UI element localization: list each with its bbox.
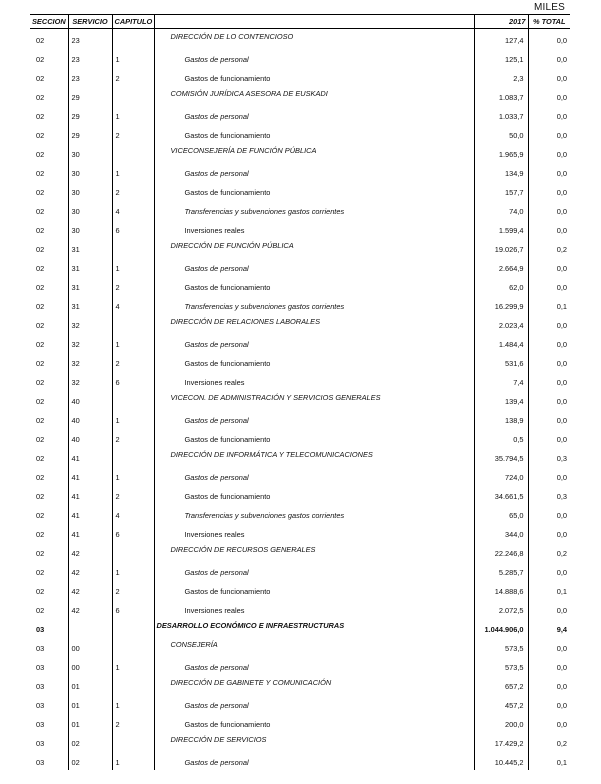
cell-pct-total: 0,0 xyxy=(528,428,570,447)
table-row xyxy=(30,580,570,599)
cell-pct-total: 0,0 xyxy=(528,162,570,181)
table-row xyxy=(30,599,570,618)
cell-capitulo xyxy=(112,618,154,637)
cell-seccion: 02 xyxy=(36,434,45,444)
cell-pct-total: 0,1 xyxy=(528,295,570,314)
cell-seccion: 03 xyxy=(36,643,45,653)
cell-seccion: 02 xyxy=(36,358,45,368)
cell-description: CONSEJERÍA xyxy=(154,637,474,656)
cell-capitulo: 1 xyxy=(112,48,154,67)
cell-capitulo: 1 xyxy=(112,751,154,770)
cell-seccion: 02 xyxy=(36,111,45,121)
cell-amount: 74,0 xyxy=(474,200,528,219)
cell-capitulo: 4 xyxy=(112,295,154,314)
table-row xyxy=(30,238,570,257)
table-row xyxy=(30,561,570,580)
cell-seccion: 02 xyxy=(36,529,45,539)
cell-pct-total: 9,4 xyxy=(528,618,570,637)
table-row xyxy=(30,29,570,48)
cell-description: Gastos de funcionamiento xyxy=(154,428,474,447)
cell-capitulo xyxy=(112,675,154,694)
header-capitulo: CAPITULO xyxy=(112,14,154,29)
cell-servicio: 31 xyxy=(68,276,112,295)
cell-seccion: 03 xyxy=(36,662,45,672)
cell-seccion: 02 xyxy=(36,168,45,178)
cell-pct-total: 0,0 xyxy=(528,124,570,143)
cell-capitulo: 6 xyxy=(112,219,154,238)
cell-description: DIRECCIÓN DE INFORMÁTICA Y TELECOMUNICACIONES xyxy=(154,447,474,466)
cell-seccion: 02 xyxy=(36,415,45,425)
cell-servicio: 30 xyxy=(68,200,112,219)
cell-pct-total: 0,0 xyxy=(528,694,570,713)
cell-capitulo: 6 xyxy=(112,371,154,390)
cell-description: DESARROLLO ECONÓMICO E INFRAESTRUCTURAS xyxy=(154,618,474,637)
cell-servicio: 00 xyxy=(68,656,112,675)
cell-pct-total: 0,2 xyxy=(528,542,570,561)
cell-seccion: 02 xyxy=(36,149,45,159)
cell-pct-total: 0,3 xyxy=(528,447,570,466)
cell-servicio: 32 xyxy=(68,333,112,352)
cell-pct-total: 0,0 xyxy=(528,352,570,371)
table-row xyxy=(30,257,570,276)
cell-description: Gastos de funcionamiento xyxy=(154,124,474,143)
cell-amount: 1.599,4 xyxy=(474,219,528,238)
cell-servicio: 29 xyxy=(68,86,112,105)
cell-seccion: 02 xyxy=(36,263,45,273)
table-row xyxy=(30,200,570,219)
unit-label: MILES xyxy=(533,2,565,13)
cell-description: DIRECCIÓN DE RELACIONES LABORALES xyxy=(154,314,474,333)
cell-capitulo: 2 xyxy=(112,580,154,599)
cell-amount: 127,4 xyxy=(474,29,528,48)
cell-seccion: 02 xyxy=(36,301,45,311)
cell-description: DIRECCIÓN DE RECURSOS GENERALES xyxy=(154,542,474,561)
cell-description: Transferencias y subvenciones gastos corrientes xyxy=(154,504,474,523)
cell-servicio: 30 xyxy=(68,162,112,181)
cell-seccion: 02 xyxy=(36,35,45,45)
cell-pct-total: 0,0 xyxy=(528,257,570,276)
cell-servicio: 29 xyxy=(68,105,112,124)
table-row xyxy=(30,124,570,143)
cell-description: Gastos de personal xyxy=(154,257,474,276)
cell-description: Gastos de personal xyxy=(154,333,474,352)
cell-amount: 1.044.906,0 xyxy=(474,618,528,637)
cell-amount: 134,9 xyxy=(474,162,528,181)
table-row xyxy=(30,656,570,675)
cell-capitulo: 2 xyxy=(112,276,154,295)
table-row xyxy=(30,409,570,428)
cell-pct-total: 0,3 xyxy=(528,485,570,504)
cell-capitulo xyxy=(112,314,154,333)
cell-servicio: 23 xyxy=(68,48,112,67)
table-row xyxy=(30,333,570,352)
table-row xyxy=(30,675,570,694)
cell-pct-total: 0,0 xyxy=(528,713,570,732)
cell-seccion: 03 xyxy=(36,624,45,634)
header-description xyxy=(154,14,474,29)
cell-servicio: 23 xyxy=(68,29,112,48)
table-row xyxy=(30,618,570,637)
table-row xyxy=(30,751,570,770)
cell-capitulo xyxy=(112,637,154,656)
cell-servicio: 41 xyxy=(68,523,112,542)
cell-amount: 1.484,4 xyxy=(474,333,528,352)
cell-seccion: 02 xyxy=(36,54,45,64)
cell-amount: 157,7 xyxy=(474,181,528,200)
cell-servicio: 00 xyxy=(68,637,112,656)
cell-amount: 2.023,4 xyxy=(474,314,528,333)
cell-pct-total: 0,0 xyxy=(528,105,570,124)
cell-capitulo: 2 xyxy=(112,428,154,447)
cell-servicio: 41 xyxy=(68,504,112,523)
cell-servicio: 42 xyxy=(68,580,112,599)
cell-amount: 724,0 xyxy=(474,466,528,485)
cell-seccion: 02 xyxy=(36,605,45,615)
cell-description: DIRECCIÓN DE GABINETE Y COMUNICACIÓN xyxy=(154,675,474,694)
cell-servicio: 23 xyxy=(68,67,112,86)
table-row xyxy=(30,390,570,409)
cell-servicio: 40 xyxy=(68,428,112,447)
table-row xyxy=(30,162,570,181)
cell-amount: 50,0 xyxy=(474,124,528,143)
cell-seccion: 02 xyxy=(36,377,45,387)
cell-description: Inversiones reales xyxy=(154,523,474,542)
cell-servicio: 42 xyxy=(68,599,112,618)
cell-servicio: 32 xyxy=(68,352,112,371)
cell-description: Gastos de personal xyxy=(154,694,474,713)
table-row xyxy=(30,105,570,124)
cell-seccion: 02 xyxy=(36,320,45,330)
cell-amount: 1.033,7 xyxy=(474,105,528,124)
cell-pct-total: 0,0 xyxy=(528,314,570,333)
cell-capitulo xyxy=(112,447,154,466)
cell-pct-total: 0,0 xyxy=(528,504,570,523)
cell-amount: 22.246,8 xyxy=(474,542,528,561)
cell-description: Inversiones reales xyxy=(154,599,474,618)
header-servicio: SERVICIO xyxy=(68,14,112,29)
cell-description: Gastos de funcionamiento xyxy=(154,67,474,86)
cell-amount: 34.661,5 xyxy=(474,485,528,504)
cell-servicio xyxy=(68,618,112,637)
cell-seccion: 03 xyxy=(36,738,45,748)
cell-seccion: 02 xyxy=(36,548,45,558)
cell-servicio: 41 xyxy=(68,447,112,466)
cell-pct-total: 0,0 xyxy=(528,219,570,238)
cell-servicio: 29 xyxy=(68,124,112,143)
cell-seccion: 02 xyxy=(36,586,45,596)
cell-pct-total: 0,0 xyxy=(528,333,570,352)
table-row xyxy=(30,48,570,67)
cell-servicio: 30 xyxy=(68,219,112,238)
cell-pct-total: 0,0 xyxy=(528,371,570,390)
cell-pct-total: 0,0 xyxy=(528,67,570,86)
cell-description: DIRECCIÓN DE LO CONTENCIOSO xyxy=(154,29,474,48)
cell-pct-total: 0,0 xyxy=(528,637,570,656)
cell-seccion: 02 xyxy=(36,491,45,501)
cell-description: Inversiones reales xyxy=(154,371,474,390)
cell-amount: 2,3 xyxy=(474,67,528,86)
header-pct-total: % TOTAL xyxy=(528,14,570,29)
table-row xyxy=(30,428,570,447)
cell-capitulo: 4 xyxy=(112,200,154,219)
cell-pct-total: 0,2 xyxy=(528,732,570,751)
cell-amount: 65,0 xyxy=(474,504,528,523)
cell-seccion: 02 xyxy=(36,472,45,482)
cell-servicio: 41 xyxy=(68,466,112,485)
cell-amount: 2.072,5 xyxy=(474,599,528,618)
cell-description: Gastos de personal xyxy=(154,466,474,485)
cell-amount: 19.026,7 xyxy=(474,238,528,257)
cell-servicio: 02 xyxy=(68,751,112,770)
cell-servicio: 32 xyxy=(68,314,112,333)
cell-description: Gastos de personal xyxy=(154,561,474,580)
cell-amount: 344,0 xyxy=(474,523,528,542)
cell-description: DIRECCIÓN DE FUNCIÓN PÚBLICA xyxy=(154,238,474,257)
cell-description: DIRECCIÓN DE SERVICIOS xyxy=(154,732,474,751)
cell-amount: 14.888,6 xyxy=(474,580,528,599)
cell-amount: 573,5 xyxy=(474,656,528,675)
cell-pct-total: 0,1 xyxy=(528,580,570,599)
cell-servicio: 02 xyxy=(68,732,112,751)
cell-amount: 35.794,5 xyxy=(474,447,528,466)
cell-description: Gastos de personal xyxy=(154,162,474,181)
cell-seccion: 02 xyxy=(36,73,45,83)
header-year: 2017 xyxy=(474,14,528,29)
cell-pct-total: 0,0 xyxy=(528,561,570,580)
cell-seccion: 02 xyxy=(36,339,45,349)
cell-servicio: 32 xyxy=(68,371,112,390)
cell-seccion: 03 xyxy=(36,719,45,729)
cell-pct-total: 0,0 xyxy=(528,523,570,542)
cell-servicio: 31 xyxy=(68,257,112,276)
cell-capitulo: 2 xyxy=(112,713,154,732)
cell-pct-total: 0,0 xyxy=(528,48,570,67)
cell-servicio: 31 xyxy=(68,238,112,257)
cell-pct-total: 0,0 xyxy=(528,466,570,485)
table-row xyxy=(30,352,570,371)
cell-seccion: 02 xyxy=(36,187,45,197)
table-row xyxy=(30,542,570,561)
cell-amount: 1.083,7 xyxy=(474,86,528,105)
cell-capitulo: 2 xyxy=(112,181,154,200)
cell-pct-total: 0,2 xyxy=(528,238,570,257)
cell-amount: 139,4 xyxy=(474,390,528,409)
cell-seccion: 03 xyxy=(36,700,45,710)
cell-description: Gastos de funcionamiento xyxy=(154,352,474,371)
cell-description: Gastos de personal xyxy=(154,48,474,67)
cell-capitulo xyxy=(112,143,154,162)
cell-capitulo: 1 xyxy=(112,694,154,713)
cell-description: VICECONSEJERÍA DE FUNCIÓN PÚBLICA xyxy=(154,143,474,162)
cell-seccion: 02 xyxy=(36,225,45,235)
cell-servicio: 30 xyxy=(68,181,112,200)
cell-description: Gastos de personal xyxy=(154,409,474,428)
cell-amount: 10.445,2 xyxy=(474,751,528,770)
cell-pct-total: 0,0 xyxy=(528,390,570,409)
cell-capitulo: 1 xyxy=(112,656,154,675)
table-row xyxy=(30,86,570,105)
cell-pct-total: 0,0 xyxy=(528,86,570,105)
cell-amount: 0,5 xyxy=(474,428,528,447)
cell-amount: 7,4 xyxy=(474,371,528,390)
cell-capitulo: 1 xyxy=(112,105,154,124)
cell-seccion: 02 xyxy=(36,453,45,463)
table-row xyxy=(30,504,570,523)
cell-description: Gastos de funcionamiento xyxy=(154,276,474,295)
cell-servicio: 30 xyxy=(68,143,112,162)
cell-capitulo: 6 xyxy=(112,599,154,618)
cell-description: VICECON. DE ADMINISTRACIÓN Y SERVICIOS GENERALES xyxy=(154,390,474,409)
cell-seccion: 02 xyxy=(36,567,45,577)
cell-capitulo: 1 xyxy=(112,466,154,485)
table-row xyxy=(30,371,570,390)
cell-capitulo xyxy=(112,86,154,105)
cell-seccion: 02 xyxy=(36,510,45,520)
cell-amount: 62,0 xyxy=(474,276,528,295)
table-row xyxy=(30,295,570,314)
table-row xyxy=(30,466,570,485)
cell-description: Gastos de personal xyxy=(154,105,474,124)
cell-capitulo: 1 xyxy=(112,561,154,580)
budget-table xyxy=(30,14,570,770)
cell-capitulo xyxy=(112,29,154,48)
header-seccion: SECCION xyxy=(30,14,68,29)
cell-servicio: 42 xyxy=(68,561,112,580)
cell-pct-total: 0,0 xyxy=(528,409,570,428)
cell-capitulo: 1 xyxy=(112,409,154,428)
cell-description: Gastos de personal xyxy=(154,656,474,675)
cell-amount: 1.965,9 xyxy=(474,143,528,162)
cell-servicio: 01 xyxy=(68,675,112,694)
cell-servicio: 42 xyxy=(68,542,112,561)
cell-amount: 200,0 xyxy=(474,713,528,732)
cell-capitulo: 1 xyxy=(112,162,154,181)
cell-amount: 5.285,7 xyxy=(474,561,528,580)
cell-description: Gastos de funcionamiento xyxy=(154,713,474,732)
cell-pct-total: 0,0 xyxy=(528,599,570,618)
table-row xyxy=(30,732,570,751)
cell-description: Transferencias y subvenciones gastos corrientes xyxy=(154,295,474,314)
cell-seccion: 02 xyxy=(36,206,45,216)
cell-seccion: 03 xyxy=(36,681,45,691)
table-row xyxy=(30,181,570,200)
cell-amount: 2.664,9 xyxy=(474,257,528,276)
cell-seccion: 02 xyxy=(36,92,45,102)
cell-capitulo: 2 xyxy=(112,352,154,371)
cell-capitulo: 2 xyxy=(112,124,154,143)
cell-capitulo: 4 xyxy=(112,504,154,523)
table-row xyxy=(30,447,570,466)
cell-amount: 457,2 xyxy=(474,694,528,713)
cell-capitulo xyxy=(112,732,154,751)
table-row xyxy=(30,276,570,295)
cell-servicio: 41 xyxy=(68,485,112,504)
cell-amount: 17.429,2 xyxy=(474,732,528,751)
cell-servicio: 01 xyxy=(68,713,112,732)
cell-amount: 16.299,9 xyxy=(474,295,528,314)
cell-seccion: 02 xyxy=(36,130,45,140)
cell-description: COMISIÓN JURÍDICA ASESORA DE EUSKADI xyxy=(154,86,474,105)
table-header-row xyxy=(30,14,570,29)
cell-description: Inversiones reales xyxy=(154,219,474,238)
table-row xyxy=(30,523,570,542)
cell-description: Gastos de funcionamiento xyxy=(154,485,474,504)
cell-pct-total: 0,0 xyxy=(528,29,570,48)
cell-capitulo xyxy=(112,238,154,257)
cell-servicio: 31 xyxy=(68,295,112,314)
cell-seccion: 03 xyxy=(36,757,45,767)
cell-capitulo: 2 xyxy=(112,485,154,504)
table-row xyxy=(30,67,570,86)
table-row xyxy=(30,143,570,162)
cell-servicio: 40 xyxy=(68,409,112,428)
cell-amount: 138,9 xyxy=(474,409,528,428)
table-row xyxy=(30,637,570,656)
cell-seccion: 02 xyxy=(36,396,45,406)
cell-capitulo: 6 xyxy=(112,523,154,542)
table-row xyxy=(30,485,570,504)
cell-amount: 125,1 xyxy=(474,48,528,67)
cell-description: Gastos de funcionamiento xyxy=(154,181,474,200)
cell-capitulo xyxy=(112,390,154,409)
cell-pct-total: 0,0 xyxy=(528,143,570,162)
cell-description: Transferencias y subvenciones gastos corrientes xyxy=(154,200,474,219)
cell-description: Gastos de funcionamiento xyxy=(154,580,474,599)
cell-amount: 573,5 xyxy=(474,637,528,656)
cell-capitulo: 1 xyxy=(112,333,154,352)
cell-capitulo: 1 xyxy=(112,257,154,276)
cell-pct-total: 0,0 xyxy=(528,276,570,295)
cell-pct-total: 0,0 xyxy=(528,181,570,200)
cell-pct-total: 0,1 xyxy=(528,751,570,770)
cell-servicio: 01 xyxy=(68,694,112,713)
cell-capitulo: 2 xyxy=(112,67,154,86)
cell-capitulo xyxy=(112,542,154,561)
cell-seccion: 02 xyxy=(36,282,45,292)
cell-description: Gastos de personal xyxy=(154,751,474,770)
cell-servicio: 40 xyxy=(68,390,112,409)
cell-amount: 531,6 xyxy=(474,352,528,371)
table-row xyxy=(30,713,570,732)
table-row xyxy=(30,219,570,238)
cell-pct-total: 0,0 xyxy=(528,656,570,675)
table-row xyxy=(30,694,570,713)
cell-seccion: 02 xyxy=(36,244,45,254)
table-row xyxy=(30,314,570,333)
cell-pct-total: 0,0 xyxy=(528,675,570,694)
cell-pct-total: 0,0 xyxy=(528,200,570,219)
cell-amount: 657,2 xyxy=(474,675,528,694)
table-body xyxy=(30,29,570,770)
